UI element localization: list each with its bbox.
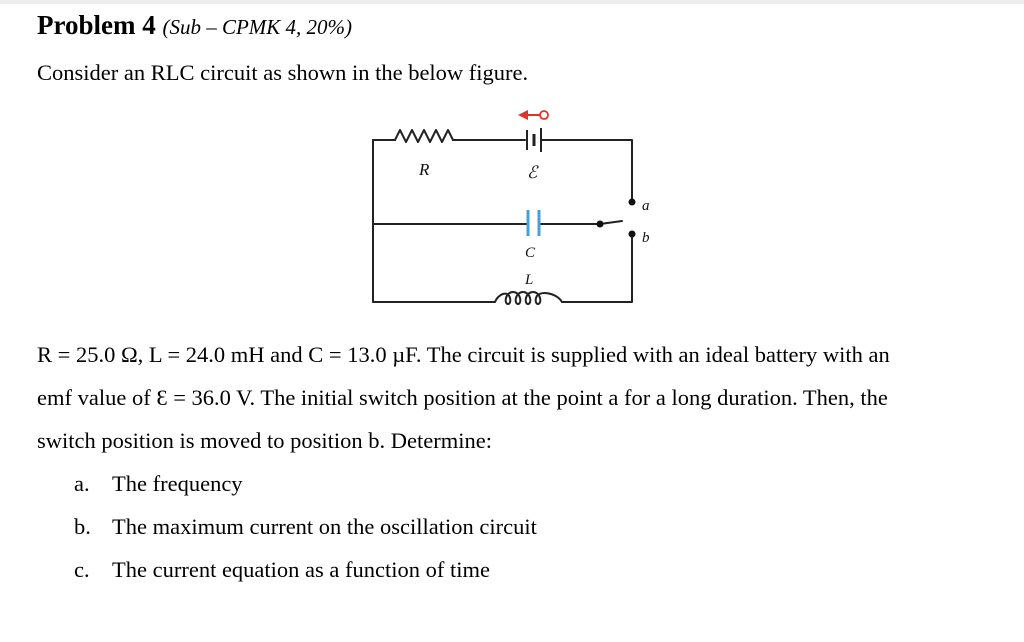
label-r: R xyxy=(419,160,430,179)
problem-statement xyxy=(37,333,997,462)
list-item-text: The current equation as a function of time xyxy=(112,557,490,582)
battery xyxy=(527,128,541,152)
capacitor xyxy=(528,210,539,236)
list-marker: a. xyxy=(74,471,90,496)
resistor xyxy=(395,130,453,142)
label-emf: ℰ xyxy=(527,163,538,182)
list-marker: b. xyxy=(74,514,91,539)
statement-line: switch position is moved to position b. Determine: xyxy=(37,428,492,453)
switch-arrow-icon xyxy=(518,110,548,120)
wire-left xyxy=(373,140,495,302)
list-marker: c. xyxy=(74,557,90,582)
list-item-text: The frequency xyxy=(112,471,243,496)
contact-a xyxy=(629,199,636,206)
problem-heading xyxy=(37,10,352,41)
contact-b xyxy=(629,231,636,238)
switch-pivot xyxy=(597,221,604,228)
wire-right-bottom xyxy=(562,237,632,302)
problem-intro: Consider an RLC circuit as shown in the below figure. xyxy=(37,60,529,85)
problem-title: Problem 4 xyxy=(37,10,156,40)
rlc-circuit-figure xyxy=(360,100,660,315)
statement-line: emf value of Ɛ = 36.0 V. The initial switch position at the point a for a long duration. Then, the xyxy=(37,385,888,410)
inductor-coil xyxy=(495,292,562,304)
list-item xyxy=(74,548,537,591)
label-b: b xyxy=(642,230,650,246)
question-list xyxy=(74,462,537,591)
wire-top-left xyxy=(373,140,395,142)
list-item-text: The maximum current on the oscillation circuit xyxy=(112,514,537,539)
list-item xyxy=(74,462,537,505)
list-item xyxy=(74,505,537,548)
problem-subtitle: (Sub – CPMK 4, 20%) xyxy=(162,15,353,39)
circuit-diagram xyxy=(360,100,660,315)
label-c: C xyxy=(525,245,536,261)
top-rule xyxy=(0,0,1024,4)
wire-top-right xyxy=(541,140,632,199)
label-l: L xyxy=(525,272,534,288)
statement-line: R = 25.0 Ω, L = 24.0 mH and C = 13.0 µF. The circuit is supplied with an ideal battery with an xyxy=(37,342,890,367)
label-a: a xyxy=(642,198,650,214)
